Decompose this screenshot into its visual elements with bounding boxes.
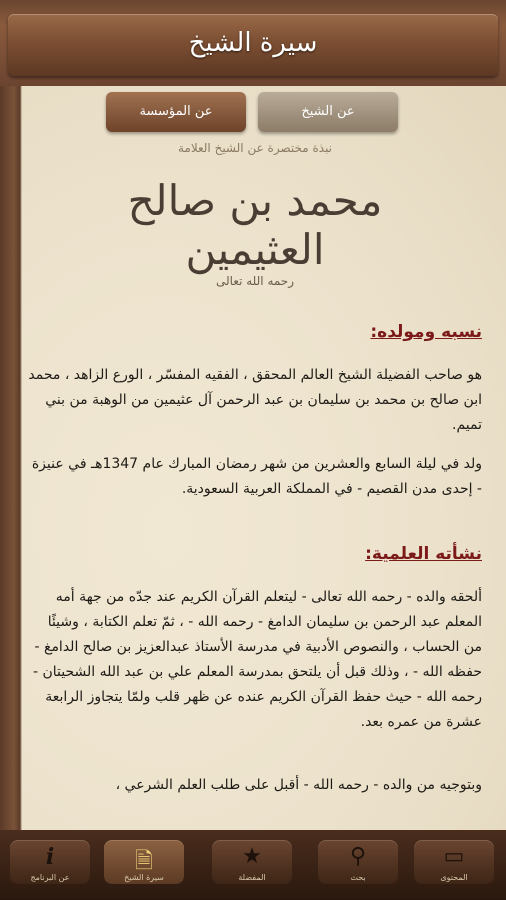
search-icon: ⚲ [349,844,367,869]
paragraph-lineage: هو صاحب الفضيلة الشيخ العالم المحقق ، الفقيه المفسّر ، الورع الزاهد ، محمد ابن صالح بن محمد بن سليمان بن عبد الرحمن آل عثيمين من الوهبة من بني تميم. [28,367,482,433]
tab-label: المحتوى [440,873,468,882]
sheikh-name-calligraphy: محمد بن صالح العثيمين [127,176,383,274]
paragraph-education-2: وبتوجيه من والده - رحمه الله - أقبل على طلب العلم الشرعي ، [115,777,482,793]
tab-sheikh-biography[interactable] [104,840,184,884]
page-title: سيرة الشيخ [188,28,318,58]
info-icon: i [45,844,55,870]
tab-about-sheikh[interactable]: عن الشيخ [258,92,398,132]
section-heading-lineage: نسبه ومولده: [370,322,482,342]
paragraph-education: ألحقه والده - رحمه الله تعالى - ليتعلم القرآن الكريم عند جدّه من جهة أمه المعلم عبد الرحمن بن سليمان الدامغ - رحمه الله - ، ثمّ تعلم الكتابة ، وشيئًا من الحساب ، والنصوص الأدبية في مدرسة الأستاذ عبدالعزيز بن صالح الدامغ - حفظه الله - ، وذلك قبل أن يلتحق بمدرسة المعلم علي بن عبد الله الشحيتان - رحمه الله - حيث حفظ القرآن الكريم عنده عن ظهر قلب ولمّا يتجاوز الرابعة عشرة من عمره بعد. [32,589,482,730]
document-icon: 🗎 [135,849,153,874]
intro-subtitle: نبذة مختصرة عن الشيخ العلامة [177,141,333,155]
tab-label: المفضلة [238,873,266,882]
paragraph-birth: ولد في ليلة السابع والعشرين من شهر رمضان المبارك عام 1347هـ في عنيزة - إحدى مدن القصيم - في المملكة العربية السعودية. [31,456,482,497]
tab-favorites[interactable] [212,840,292,884]
tab-about-institution[interactable]: عن المؤسسة [106,92,246,132]
tab-contents[interactable] [414,840,494,884]
honorific: رحمه الله تعالى [215,274,295,288]
tab-label: عن البرنامج [30,873,70,882]
monitor-icon: ▭ [443,844,465,869]
tab-label: سيرة الشيخ [124,873,164,882]
section-heading-education: نشأته العلمية: [365,544,482,564]
tab-search[interactable] [318,840,398,884]
title-bar [8,14,498,76]
tab-label: بحث [350,873,366,882]
star-icon: ★ [242,844,262,869]
tab-about-app[interactable] [10,840,90,884]
